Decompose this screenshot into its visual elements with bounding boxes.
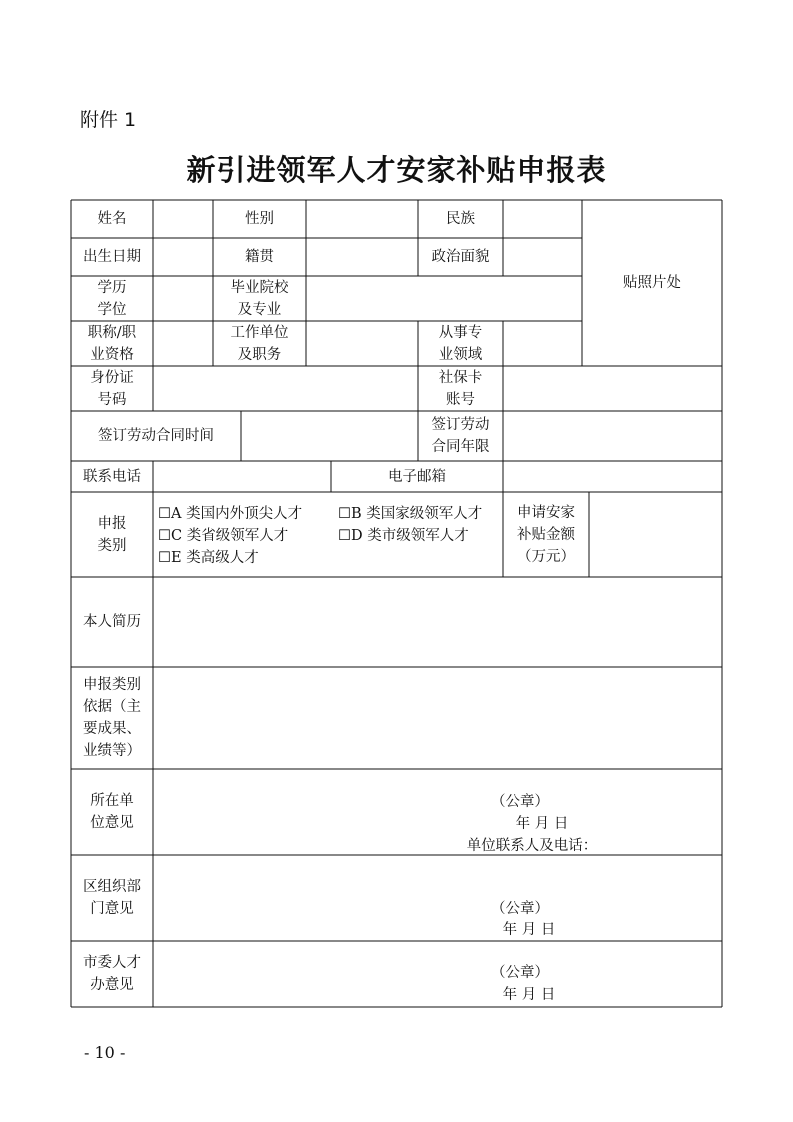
- name-field[interactable]: [153, 200, 213, 238]
- label-district-opinion: 区组织部 门意见: [83, 879, 141, 917]
- label-contract-time: 签订劳动合同时间: [98, 428, 214, 444]
- education-field[interactable]: [153, 276, 213, 321]
- label-category: 申报 类别: [97, 515, 127, 554]
- social-card-field[interactable]: [503, 366, 722, 411]
- attachment-label: 附件 1: [80, 109, 137, 131]
- field-input[interactable]: [503, 321, 582, 366]
- city-opinion-field[interactable]: [153, 941, 722, 1007]
- label-political-status: 政治面貌: [431, 249, 490, 265]
- category-options: [158, 503, 503, 569]
- category-option-d[interactable]: ☐D 类市级领军人才: [338, 528, 469, 544]
- label-subsidy-amount: 申请安家 补贴金额 （万元）: [517, 504, 575, 565]
- unit-date: 年 月 日: [515, 816, 569, 832]
- unit-opinion-field[interactable]: [153, 769, 722, 855]
- label-unit-opinion: 所在单 位意见: [90, 793, 134, 831]
- label-city-opinion: 市委人才 办意见: [83, 955, 141, 993]
- ethnicity-field[interactable]: [503, 200, 582, 238]
- city-date: 年 月 日: [502, 987, 556, 1003]
- email-field[interactable]: [503, 461, 722, 492]
- label-work-unit: 工作单位 及职务: [230, 324, 289, 363]
- native-place-field[interactable]: [306, 238, 418, 276]
- category-option-e[interactable]: ☐E 类高级人才: [158, 550, 259, 566]
- label-contract-years: 签订劳动 合同年限: [431, 417, 490, 455]
- unit-contact: 单位联系人及电话：: [466, 838, 598, 854]
- political-status-field[interactable]: [503, 238, 582, 276]
- label-birth-date: 出生日期: [83, 249, 141, 265]
- district-date: 年 月 日: [502, 922, 556, 938]
- label-ethnicity: 民族: [446, 211, 475, 227]
- label-id-number: 身份证 号码: [90, 369, 134, 408]
- label-title-qualification: 职称/职 业资格: [87, 324, 137, 363]
- label-school-major: 毕业院校 及专业: [230, 279, 289, 318]
- label-name: 姓名: [97, 211, 127, 227]
- category-option-b[interactable]: ☐B 类国家级领军人才: [338, 506, 483, 522]
- contract-time-field[interactable]: [241, 411, 418, 461]
- label-gender: 性别: [245, 211, 274, 227]
- unit-seal: （公章）: [491, 794, 549, 810]
- phone-field[interactable]: [153, 461, 331, 492]
- label-native-place: 籍贯: [245, 249, 274, 265]
- label-phone: 联系电话: [83, 468, 141, 485]
- label-social-card: 社保卡 账号: [438, 369, 483, 408]
- school-major-field[interactable]: [306, 276, 582, 321]
- label-resume: 本人简历: [83, 614, 141, 630]
- title-qualification-field[interactable]: [153, 321, 213, 366]
- label-education: 学历 学位: [97, 279, 127, 318]
- district-seal: （公章）: [491, 901, 549, 917]
- label-field: 从事专 业领域: [438, 324, 483, 363]
- basis-field[interactable]: [153, 667, 722, 769]
- page-number: - 10 -: [84, 1043, 126, 1062]
- form-title: 新引进领军人才安家补贴申报表: [186, 153, 607, 187]
- resume-field[interactable]: [153, 577, 722, 667]
- district-opinion-field[interactable]: [153, 855, 722, 941]
- id-number-field[interactable]: [153, 366, 418, 411]
- gender-field[interactable]: [306, 200, 418, 238]
- label-basis: 申报类别 依据（主 要成果、 业绩等）: [83, 677, 141, 759]
- contract-years-field[interactable]: [503, 411, 722, 461]
- category-option-a[interactable]: ☐A 类国内外顶尖人才: [158, 506, 303, 522]
- label-email: 电子邮箱: [388, 468, 446, 485]
- subsidy-amount-field[interactable]: [589, 492, 722, 577]
- photo-area[interactable]: 贴照片处: [623, 275, 681, 291]
- birth-date-field[interactable]: [153, 238, 213, 276]
- city-seal: （公章）: [491, 965, 549, 981]
- category-option-c[interactable]: ☐C 类省级领军人才: [158, 528, 289, 544]
- work-unit-field[interactable]: [306, 321, 418, 366]
